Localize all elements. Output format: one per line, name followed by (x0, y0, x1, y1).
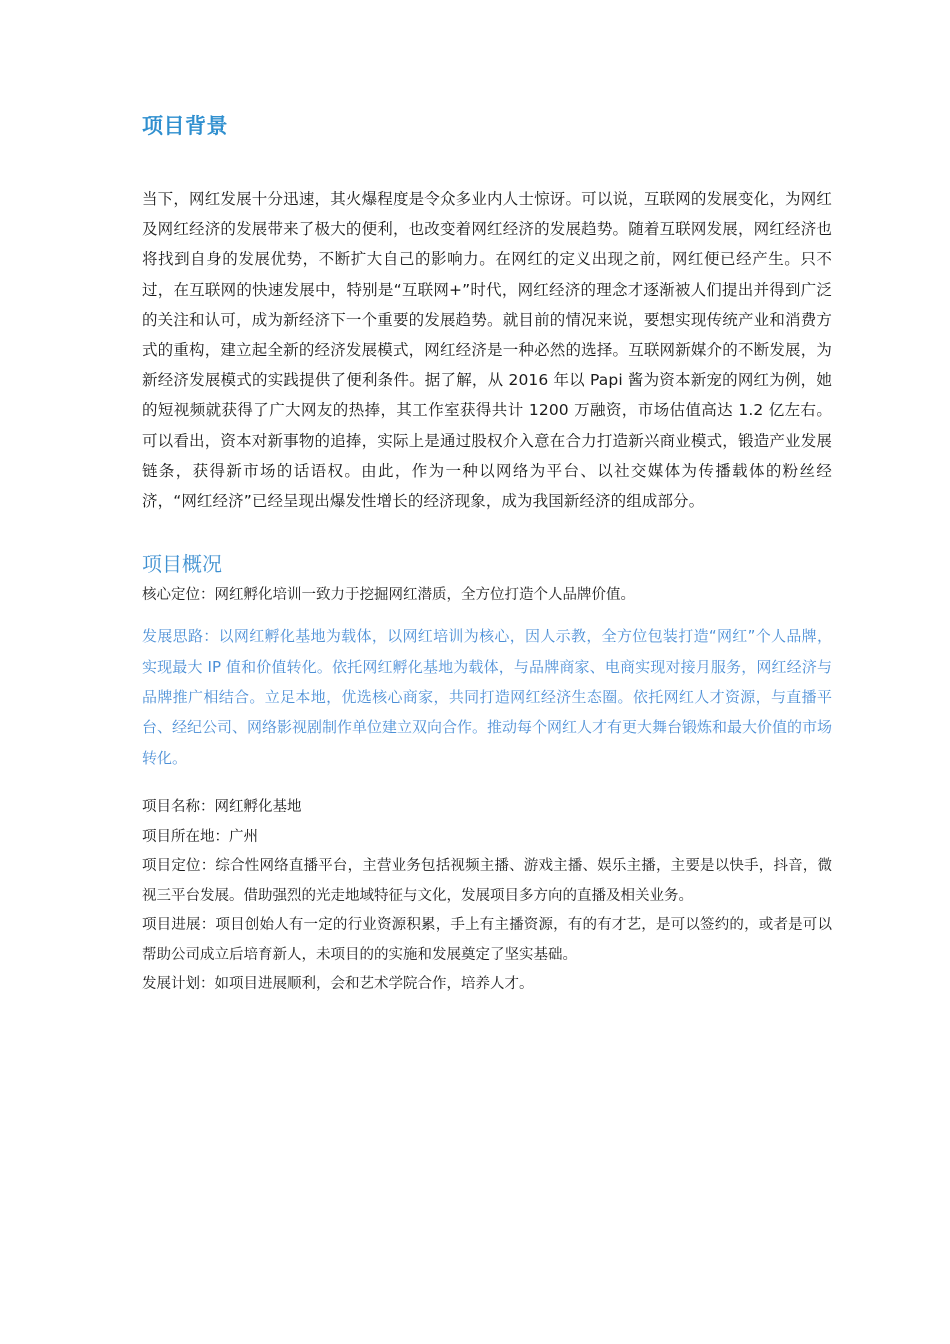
project-progress-item: 项目进展：项目创始人有一定的行业资源积累，手上有主播资源，有的有才艺，是可以签约的，或者是可以帮助公司成立后培育新人，未项目的的实施和发展奠定了坚实基础。 (142, 917, 832, 963)
development-plan-item: 发展计划：如项目进展顺利，会和艺术学院合作，培养人才。 (142, 976, 534, 993)
project-location-item: 项目所在地：广州 (142, 828, 258, 845)
page-content (142, 108, 832, 1000)
core-positioning: 核心定位：网红孵化培训一致力于挖掘网红潜质，全方位打造个人品牌价值。 (142, 587, 635, 604)
background-heading: 项目背景 (142, 114, 228, 138)
overview-heading: 项目概况 (142, 552, 222, 577)
project-info-list (142, 793, 832, 1000)
project-name-item: 项目名称：网红孵化基地 (142, 799, 302, 816)
background-paragraph: 当下，网红发展十分迅速，其火爆程度是令众多业内人士惊讶。可以说，互联网的发展变化，为网红及网红经济的发展带来了极大的便利，也改变着网红经济的发展趋势。随着互联网发展，网红经济也将找到自身的发展优势，不断扩大自己的影响力。在网红的定义出现之前，网红便已经产生。只不过，在互联网的快速发展中，特别是“互联网+”时代，网红经济的理念才逐渐被人们提出并得到广泛的关注和认可，成为新经济下一个重要的发展趋势。就目前的情况来说，要想实现传统产业和消费方式的重构，建立起全新的经济发展模式，网红经济是一种必然的选择。互联网新媒介的不断发展，为新经济发展模式的实践提供了便利条件。据了解，从 2016 年以 Papi 酱为资本新宠的网红为例，她的短视频就获得了广大网友的热捧，其工作室获得共计 1200 万融资，市场估值高达 1.2 亿左右。可以看出，资本对新事物的追捧，实际上是通过股权介入意在合力打造新兴商业模式，锻造产业发展链条，获得新市场的话语权。由此，作为一种以网络为平台、以社交媒体为传播载体的粉丝经济，“网红经济”已经呈现出爆发性增长的经济现象，成为我国新经济的组成部分。 (142, 190, 832, 511)
development-strategy: 发展思路：以网红孵化基地为载体，以网红培训为核心，因人示教，全方位包装打造“网红”个人品牌，实现最大 IP 值和价值转化。依托网红孵化基地为载体，与品牌商家、电商实现对接月服务，网红经济与品牌推广相结合。立足本地，优选核心商家，共同打造网红经济生态圈。依托网红人才资源，与直播平台、经纪公司、网络影视剧制作单位建立双向合作。推动每个网红人才有更大舞台锻炼和最大价值的市场转化。 (142, 627, 833, 767)
project-positioning-item: 项目定位：综合性网络直播平台，主营业务包括视频主播、游戏主播、娱乐主播，主要是以快手，抖音，微视三平台发展。借助强烈的光走地域特征与文化，发展项目多方向的直播及相关业务。 (142, 858, 832, 904)
